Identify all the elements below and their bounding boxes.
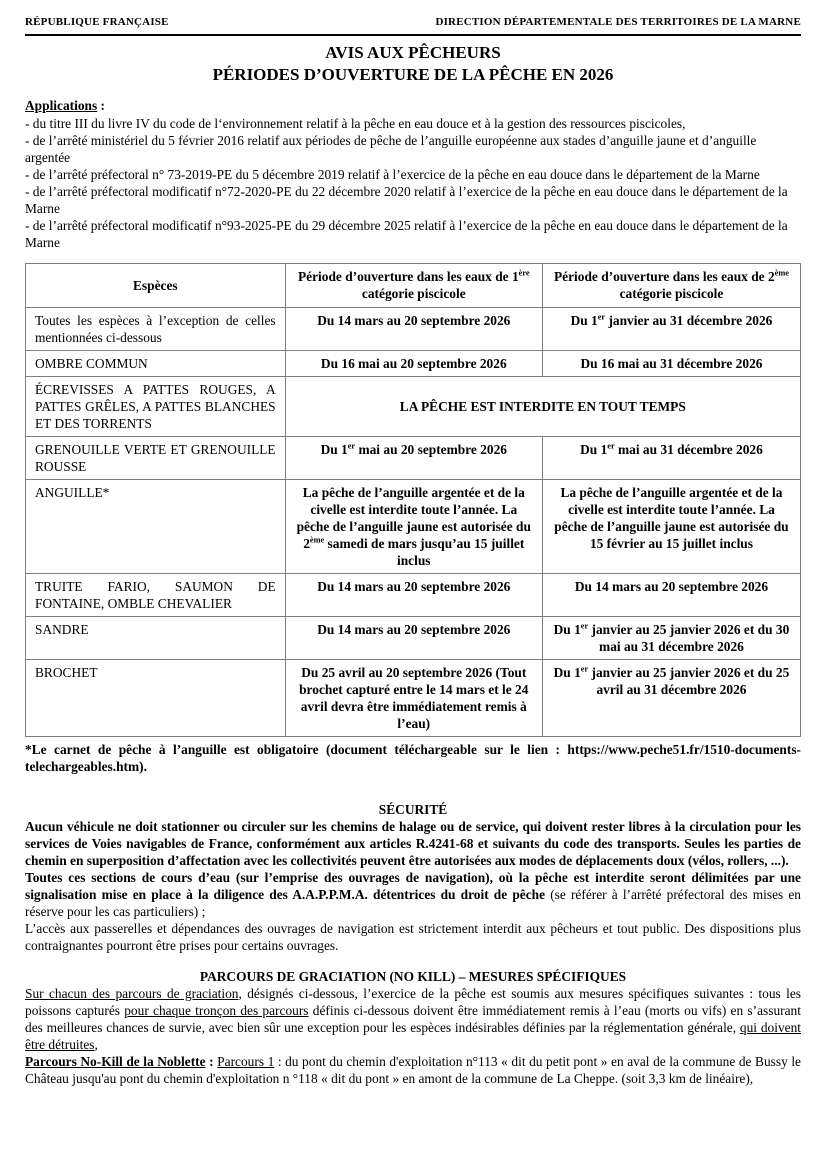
applications-section bbox=[25, 97, 801, 251]
cat1-period-cell: Du 25 avril au 20 septembre 2026 (Tout brochet capturé entre le 14 mars et le 24 avril devra être immédiatement remis à l’eau) bbox=[285, 660, 542, 737]
graciation-rules-paragraph: Sur chacun des parcours de graciation, désignés ci-dessous, l’exercice de la pêche est soumis aux mesures spécifiques suivantes : tous les poissons capturés pour chaque tronçon des parcours définis ci-dessous doivent être immédiatement remis à l’eau (morts ou vifs) en s’assurant des meilleures chances de survie, avec bien sûr une exception pour les espèces indésirables définies par la réglementation générale, qui doivent être détruites, bbox=[25, 986, 802, 1053]
species-cell: ANGUILLE* bbox=[26, 479, 286, 573]
header-left-text: RÉPUBLIQUE FRANÇAISE bbox=[25, 16, 169, 28]
application-item: - de l’arrêté préfectoral modificatif n°93-2025-PE du 29 décembre 2025 relatif à l’exercice de la pêche en eau douce dans le département de la Marne bbox=[25, 217, 788, 250]
application-item: - de l’arrêté préfectoral n° 73-2019-PE du 5 décembre 2019 relatif à l’exercice de la pêche en eau douce dans le département de la Marne bbox=[25, 166, 760, 182]
table-row bbox=[26, 436, 801, 479]
table-row bbox=[26, 574, 801, 617]
application-item: - de l’arrêté ministériel du 5 février 2016 relatif aux périodes de pêche de l’anguille européenne aux stades d’anguille jaune et d’anguille argentée bbox=[25, 132, 757, 165]
table-row bbox=[26, 617, 801, 660]
species-cell: GRENOUILLE VERTE ET GRENOUILLE ROUSSE bbox=[26, 436, 286, 479]
table-row bbox=[26, 376, 801, 436]
security-section bbox=[25, 801, 801, 954]
title-line-2: PÉRIODES D’OUVERTURE DE LA PÊCHE EN 2026 bbox=[212, 65, 614, 85]
title-line-1: AVIS AUX PÊCHEURS bbox=[325, 42, 501, 62]
cat2-period-cell: Du 1er mai au 31 décembre 2026 bbox=[542, 436, 800, 479]
cat2-period-cell: Du 14 mars au 20 septembre 2026 bbox=[542, 574, 800, 617]
cat1-period-cell: Du 16 mai au 20 septembre 2026 bbox=[285, 350, 542, 376]
table-header-row bbox=[26, 263, 801, 307]
cat1-period-cell: Du 1er mai au 20 septembre 2026 bbox=[285, 436, 542, 479]
cat2-period-cell: Du 1er janvier au 25 janvier 2026 et du 25 avril au 31 décembre 2026 bbox=[542, 660, 800, 737]
species-cell: ÉCREVISSES A PATTES ROUGES, A PATTES GRÊLES, A PATTES BLANCHES ET DES TORRENTS bbox=[26, 376, 286, 436]
species-cell: Toutes les espèces à l’exception de celles mentionnées ci-dessous bbox=[26, 307, 286, 350]
fishing-periods-table bbox=[25, 263, 801, 737]
cat2-period-cell: La pêche de l’anguille argentée et de la civelle est interdite toute l’année. La pêche de l’anguille jaune est autorisée du 15 février au 15 juillet inclus bbox=[542, 479, 800, 573]
header-cell-categorie-1: Période d’ouverture dans les eaux de 1ère catégorie piscicole bbox=[285, 263, 542, 307]
cat1-period-cell: Du 14 mars au 20 septembre 2026 bbox=[285, 617, 542, 660]
header-cell-categorie-2: Période d’ouverture dans les eaux de 2ème catégorie piscicole bbox=[542, 263, 800, 307]
header-right-text: DIRECTION DÉPARTEMENTALE DES TERRITOIRES DE LA MARNE bbox=[435, 16, 801, 28]
header-cell-especes: Espèces bbox=[26, 263, 286, 307]
graciation-title: PARCOURS DE GRACIATION (NO KILL) – MESURES SPÉCIFIQUES bbox=[199, 969, 627, 985]
cat2-period-cell: Du 16 mai au 31 décembre 2026 bbox=[542, 350, 800, 376]
application-item: - du titre III du livre IV du code de l‘environnement relatif à la pêche en eau douce et à la gestion des ressources piscicoles, bbox=[25, 115, 686, 131]
species-cell: SANDRE bbox=[26, 617, 286, 660]
document-header bbox=[25, 16, 801, 36]
cat2-period-cell: Du 1er janvier au 31 décembre 2026 bbox=[542, 307, 800, 350]
table-row bbox=[26, 660, 801, 737]
peche-interdite-cell: LA PÊCHE EST INTERDITE EN TOUT TEMPS bbox=[285, 376, 800, 436]
table-row bbox=[26, 307, 801, 350]
species-cell: TRUITE FARIO, SAUMON DE FONTAINE, OMBLE CHEVALIER bbox=[26, 574, 286, 617]
cat1-period-cell: Du 14 mars au 20 septembre 2026 bbox=[285, 307, 542, 350]
application-item: - de l’arrêté préfectoral modificatif n°72-2020-PE du 22 décembre 2020 relatif à l’exercice de la pêche en eau douce dans le département de la Marne bbox=[25, 183, 788, 216]
security-paragraph-signalisation: Toutes ces sections de cours d’eau (sur l’emprise des ouvrages de navigation), où la pêche est interdite seront délimitées par une signalisation mise en place à la diligence des A.A.P.P.M.A. détentrices du droit de pêche (se référer à l’arrêté préfectoral des mises en réserve pour les cas particuliers) ; bbox=[25, 870, 801, 920]
species-cell: OMBRE COMMUN bbox=[26, 350, 286, 376]
graciation-section bbox=[25, 968, 801, 1087]
security-title: SÉCURITÉ bbox=[378, 802, 448, 818]
document-title bbox=[25, 42, 801, 87]
table-row bbox=[26, 350, 801, 376]
noblette-parcours-paragraph: Parcours No-Kill de la Noblette : Parcours 1 : du pont du chemin d'exploitation n°113 « dit du petit pont » en aval de la commune de Bussy le Château jusqu'au pont du chemin d'exploitation n °118 « dit du pont » en amont de la commune de La Cheppe. (soit 3,3 km de linéaire), bbox=[25, 1054, 801, 1087]
applications-heading: Applications : bbox=[25, 97, 105, 113]
cat1-period-cell: Du 14 mars au 20 septembre 2026 bbox=[285, 574, 542, 617]
cat1-period-cell: La pêche de l’anguille argentée et de la civelle est interdite toute l’année. La pêche de l’anguille jaune est autorisée du 2ème samedi de mars jusqu’au 15 juillet inclus bbox=[285, 479, 542, 573]
species-cell: BROCHET bbox=[26, 660, 286, 737]
anguille-footnote: *Le carnet de pêche à l’anguille est obligatoire (document téléchargeable sur le lien : https://www.peche51.fr/1510-documents-telechargeables.htm). bbox=[25, 742, 801, 775]
security-paragraph-vehicules: Aucun véhicule ne doit stationner ou circuler sur les chemins de halage ou de service, qui doivent rester libres à la circulation pour les services de Voies navigables de France, conformément aux articles R.4241-68 et suivants du code des transports. Seules les parties de chemin en superposition d’affectation avec les collectivités peuvent être autorisées aux modes de déplacements doux (vélos, rollers, ...). bbox=[25, 819, 801, 869]
security-paragraph-passerelles: L’accès aux passerelles et dépendances des ouvrages de navigation est strictement interdit aux pêcheurs et tout public. Des dispositions plus contraignantes pourront être prises pour certains ouvrages. bbox=[25, 921, 801, 954]
cat2-period-cell: Du 1er janvier au 25 janvier 2026 et du 30 mai au 31 décembre 2026 bbox=[542, 617, 800, 660]
table-row bbox=[26, 479, 801, 573]
